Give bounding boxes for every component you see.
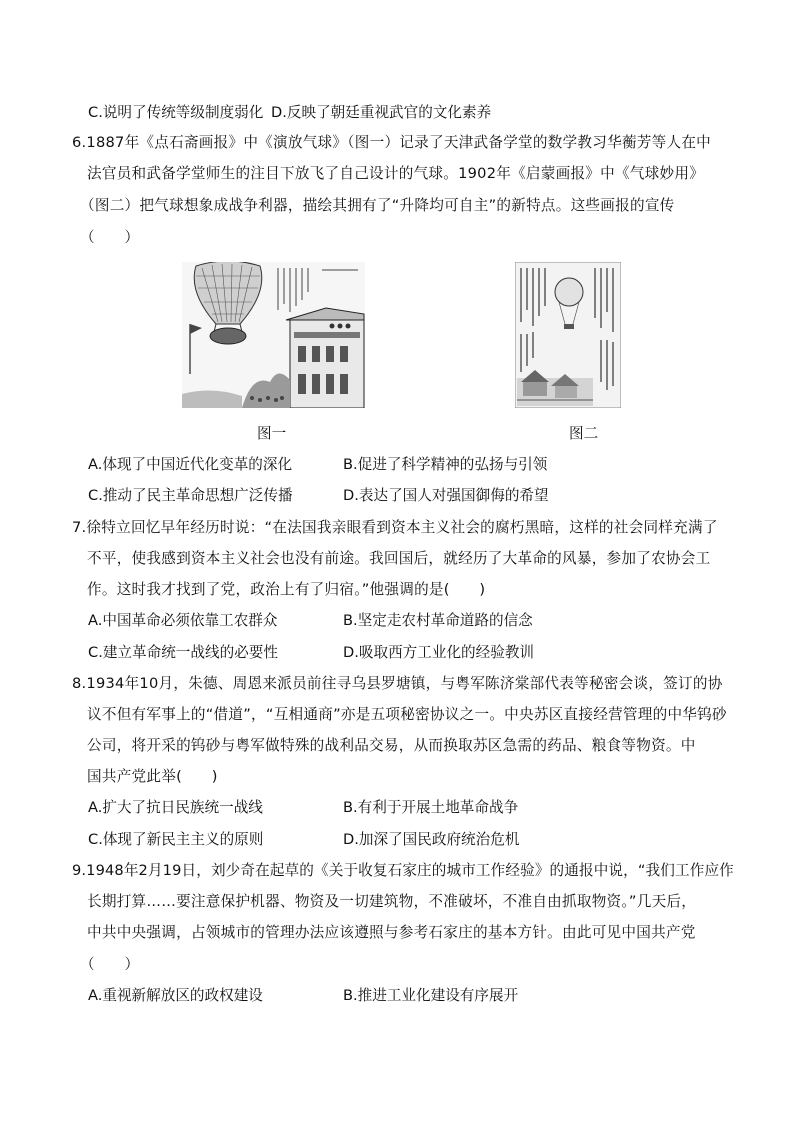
question-6-line-4: （ ）: [80, 229, 140, 246]
question-8-option-d[interactable]: D.加深了国民政府统治危机: [343, 831, 520, 848]
question-6-option-d[interactable]: D.表达了国人对强国御侮的希望: [343, 487, 549, 504]
option-c-prev: C.说明了传统等级制度弱化: [88, 104, 264, 121]
question-6-option-b[interactable]: B.促进了科学精神的弘扬与引领: [343, 456, 548, 473]
question-9-line-1: 9.1948年2月19日，刘少奇在起草的《关于收复石家庄的城市工作经验》的通报中说，“我们工作应作: [72, 862, 734, 879]
question-8-line-2: 议不但有军事上的“借道”，“互相通商”亦是五项秘密协议之一。中央苏区直接经营管理的中华钨砂: [87, 706, 727, 723]
question-6-line-1: 6.1887年《点石斋画报》中《演放气球》（图一）记录了天津武备学堂的数学教习华蘅芳等人在中: [72, 134, 712, 151]
question-9-line-2: 长期打算……要注意保护机器、物资及一切建筑物，不准破坏，不准自由抓取物资。”几天后，: [87, 893, 697, 910]
question-7-line-2: 不平，使我感到资本主义社会也没有前途。我回国后，就经历了大革命的风暴，参加了农协会工: [87, 550, 711, 567]
question-6-line-3: （图二）把气球想象成战争利器，描绘其拥有了“升降均可自主”的新特点。这些画报的宣传: [80, 197, 675, 214]
question-9-option-a[interactable]: A.重视新解放区的政权建设: [88, 987, 263, 1004]
balloon-launch-illustration: [182, 262, 365, 408]
question-8-option-a[interactable]: A.扩大了抗日民族统一战线: [88, 799, 263, 816]
question-8-line-1: 8.1934年10月，朱德、周恩来派员前往寻乌县罗塘镇，与粤军陈济棠部代表等秘密会谈，签订的协: [72, 675, 723, 692]
question-7-option-d[interactable]: D.吸取西方工业化的经验教训: [343, 644, 535, 661]
question-7-option-b[interactable]: B.坚定走农村革命道路的信念: [343, 612, 533, 629]
question-9-option-b[interactable]: B.推进工业化建设有序展开: [343, 987, 519, 1004]
figure-2-caption: 图二: [569, 425, 599, 442]
war-balloon-illustration: [515, 262, 621, 408]
figure-1-caption: 图一: [257, 425, 287, 442]
question-7-option-a[interactable]: A.中国革命必须依靠工农群众: [88, 612, 278, 629]
question-8-line-4: 国共产党此举( ): [87, 768, 218, 785]
figure-2-image: [515, 262, 621, 408]
figure-1-image: [182, 262, 365, 408]
question-9-line-3: 中共中央强调，占领城市的管理办法应该遵照与参考石家庄的基本方针。由此可见中国共产党: [87, 924, 696, 941]
question-8-option-c[interactable]: C.体现了新民主主义的原则: [88, 831, 264, 848]
option-d-prev: D.反映了朝廷重视武官的文化素养: [271, 104, 492, 121]
question-7-line-1: 7.徐特立回忆早年经历时说：“在法国我亲眼看到资本主义社会的腐朽黑暗，这样的社会同样充满了: [72, 519, 718, 536]
question-9-line-4: （ ）: [80, 956, 140, 973]
question-8-option-b[interactable]: B.有利于开展土地革命战争: [343, 799, 519, 816]
question-6-option-c[interactable]: C.推动了民主革命思想广泛传播: [88, 487, 293, 504]
question-7-option-c[interactable]: C.建立革命统一战线的必要性: [88, 644, 278, 661]
question-6-line-2: 法官员和武备学堂师生的注目下放飞了自己设计的气球。1902年《启蒙画报》中《气球妙用》: [87, 165, 705, 182]
question-7-line-3: 作。这时我才找到了党，政治上有了归宿。”他强调的是( ): [87, 581, 486, 598]
question-6-option-a[interactable]: A.体现了中国近代化变革的深化: [88, 456, 293, 473]
question-8-line-3: 公司，将开采的钨砂与粤军做特殊的战利品交易，从而换取苏区急需的药品、粮食等物资。中: [87, 737, 696, 754]
